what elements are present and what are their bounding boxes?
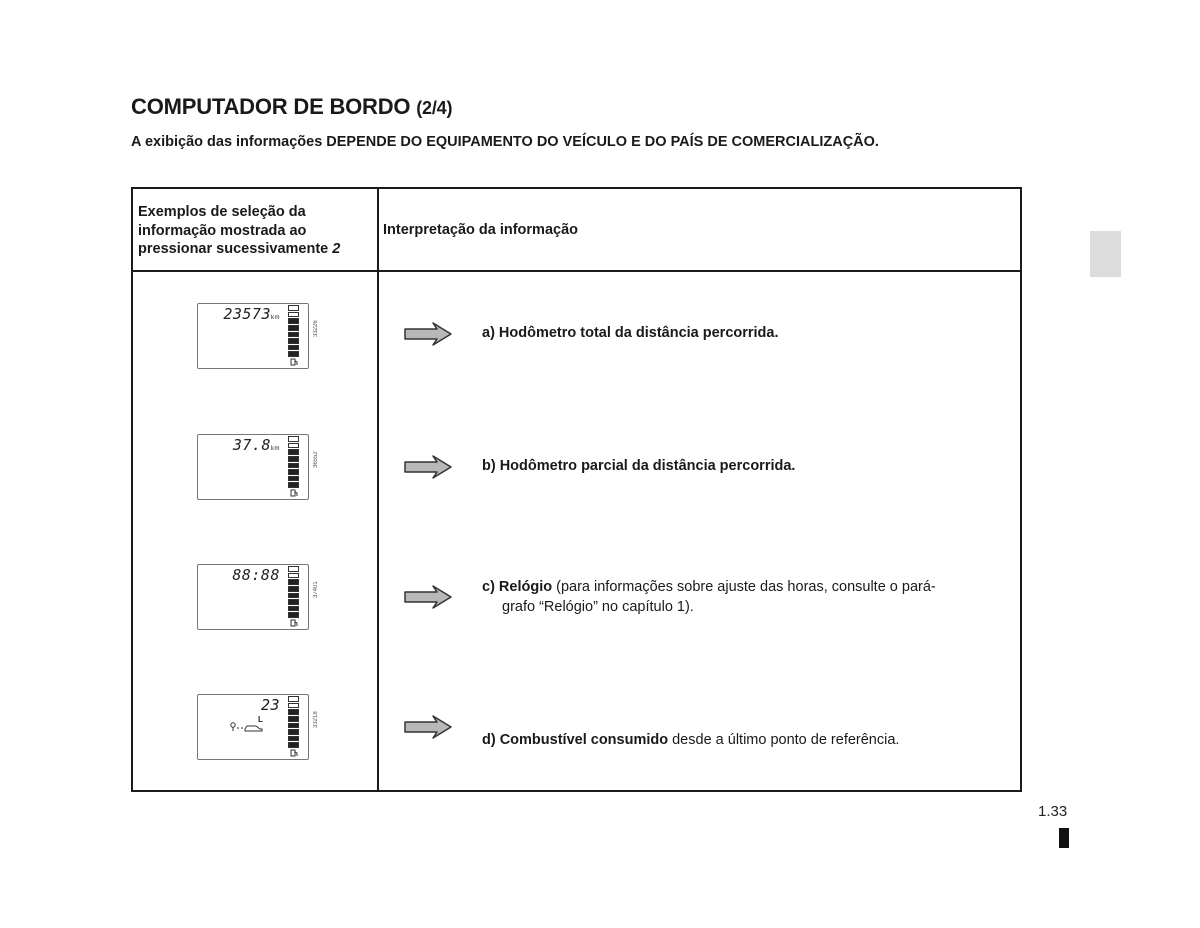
description-text: desde a último ponto de referência. bbox=[668, 732, 900, 748]
description-label: c) Relógio bbox=[482, 579, 553, 595]
fuel-pump-icon bbox=[290, 489, 298, 497]
lcd-value: 23 bbox=[260, 696, 280, 714]
image-code: 33226 bbox=[313, 320, 319, 337]
arrow-right-icon bbox=[403, 321, 453, 347]
info-table bbox=[131, 187, 1022, 792]
lcd-digits bbox=[261, 696, 280, 714]
chapter-tab-marker bbox=[1090, 231, 1121, 277]
fuel-level-bars bbox=[288, 566, 299, 618]
column-header-examples-text: Exemplos de seleção da informação mostrada ao pressionar sucessivamente bbox=[138, 204, 329, 257]
lcd-digits bbox=[223, 305, 280, 323]
fuel-level-bars bbox=[288, 696, 299, 748]
lcd-unit: km bbox=[271, 446, 280, 452]
lcd-unit: km bbox=[271, 315, 280, 321]
description-fuel-consumed bbox=[482, 731, 1018, 751]
description-odometer-total bbox=[482, 324, 1018, 344]
header-divider bbox=[133, 270, 1020, 272]
page-subtitle: A exibição das informações DEPENDE DO EQUIPAMENTO DO VEÍCULO E DO PAÍS DE COMERCIALIZAÇÃO. bbox=[131, 134, 879, 150]
arrow-right-icon bbox=[403, 714, 453, 740]
title-text: COMPUTADOR DE BORDO bbox=[131, 94, 411, 119]
column-header-interpretation: Interpretação da informação bbox=[383, 222, 578, 238]
lcd-digits bbox=[232, 566, 280, 584]
description-odometer-partial bbox=[482, 457, 1018, 477]
lcd-value: 37.8 bbox=[232, 436, 271, 454]
distance-to-car-icon bbox=[230, 722, 264, 732]
page-title bbox=[131, 94, 452, 120]
fuel-pump-icon bbox=[290, 358, 298, 366]
lcd-display-clock bbox=[197, 564, 309, 630]
image-code: 36552 bbox=[313, 451, 319, 468]
arrow-right-icon bbox=[403, 584, 453, 610]
description-label: d) Combustível consumido bbox=[482, 732, 669, 748]
page-number: 1.33 bbox=[1038, 803, 1068, 820]
page-marker bbox=[1059, 828, 1069, 848]
description-text-line2: grafo “Relógio” no capítulo 1). bbox=[502, 598, 694, 615]
lcd-display-odometer-total bbox=[197, 303, 309, 369]
lcd-value: 88:88 bbox=[232, 566, 280, 584]
title-part: (2/4) bbox=[416, 98, 453, 118]
lcd-value: 23573 bbox=[223, 305, 271, 323]
lcd-digits bbox=[233, 436, 280, 454]
column-divider bbox=[377, 189, 379, 790]
button-number: 2 bbox=[332, 241, 341, 257]
fuel-level-bars bbox=[288, 305, 299, 357]
fuel-pump-icon bbox=[290, 619, 298, 627]
image-code: 37401 bbox=[313, 581, 319, 598]
description-clock bbox=[482, 578, 1018, 617]
fuel-pump-icon bbox=[290, 749, 298, 757]
fuel-level-bars bbox=[288, 436, 299, 488]
lcd-unit: L bbox=[258, 715, 263, 724]
column-header-examples bbox=[138, 203, 374, 259]
description-text-line1: (para informações sobre ajuste das horas, consulte o pará- bbox=[552, 579, 936, 595]
image-code: 33218 bbox=[313, 711, 319, 728]
arrow-right-icon bbox=[403, 454, 453, 480]
lcd-display-fuel-consumed bbox=[197, 694, 309, 760]
description-label: b) Hodômetro parcial da distância percorrida. bbox=[482, 458, 796, 474]
lcd-display-odometer-partial bbox=[197, 434, 309, 500]
description-label: a) Hodômetro total da distância percorrida. bbox=[482, 325, 779, 341]
